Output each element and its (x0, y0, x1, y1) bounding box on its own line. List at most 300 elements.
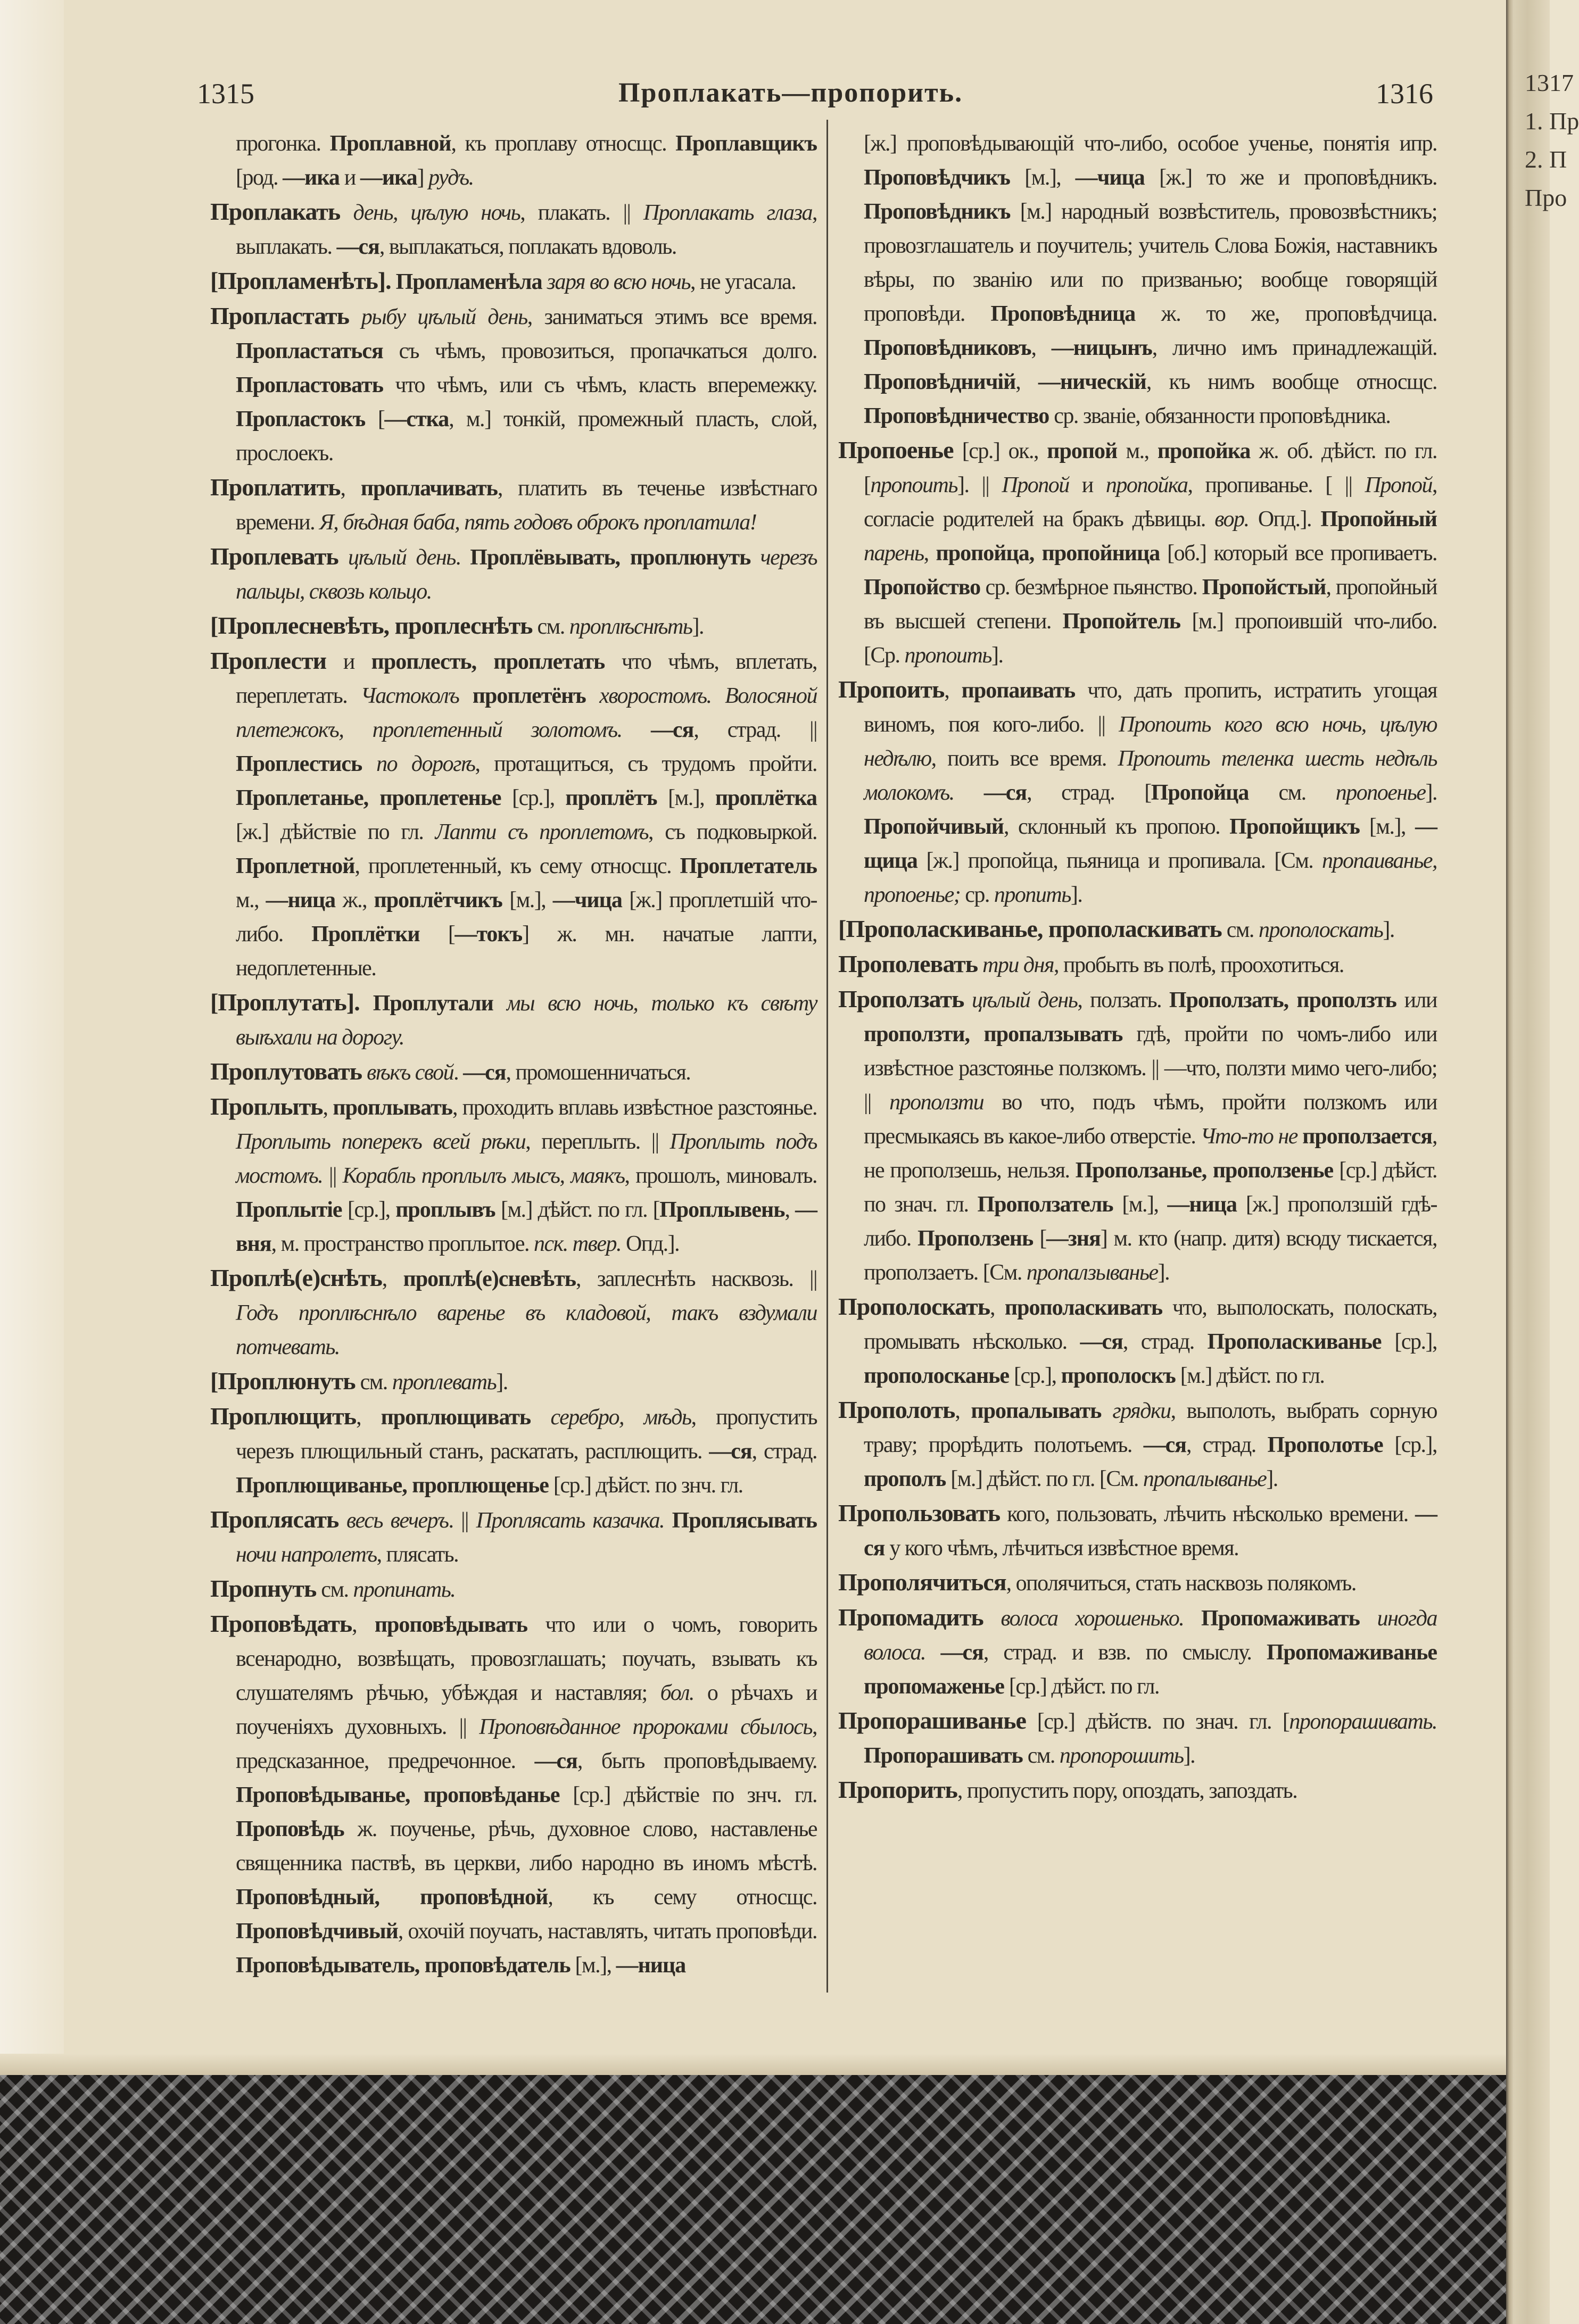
dictionary-entry (210, 1607, 817, 1982)
example-text: Проплясать казачка. (476, 1508, 664, 1533)
headword: Пропойство (864, 575, 981, 600)
definition-text: у кого чѣмъ, лѣчиться извѣстное время. (884, 1536, 1239, 1561)
definition-text: ср. безмѣрное пьянство. (980, 575, 1202, 600)
definition-text: ]. (1183, 1744, 1195, 1768)
dictionary-entry (838, 127, 1437, 433)
example-text: хворостомъ. Волосяной плетежокъ, проплетенный золотомъ. (236, 684, 817, 742)
dictionary-entry (838, 947, 1437, 982)
headword: Проползать, проползть (1169, 988, 1396, 1012)
definition-text (360, 991, 373, 1016)
next-page-fragment: 1317 (1525, 69, 1574, 96)
definition-text: Опд.]. (1249, 507, 1321, 532)
definition-text: , выполоть, выбрать сорную траву; прорѣдить полотьемъ. (864, 1399, 1437, 1457)
headword: Пропластовать (236, 373, 383, 397)
definition-text: [ж.] дѣйствіе по гл. (236, 820, 435, 844)
example-text: вор. (1214, 507, 1249, 532)
headword: Проплётки (311, 922, 420, 947)
headword: проплётъ (565, 786, 657, 810)
dictionary-entry (838, 1773, 1437, 1808)
dictionary-entry (210, 1055, 817, 1090)
definition-text: см. (532, 615, 569, 639)
definition-text: , страд. [ (1027, 781, 1151, 805)
definition-text: что или о чомъ, говорить всенародно, возвѣщать, провозглашать; поучать, взывать къ слушателямъ рѣчью, убѣждая и наставляя; (236, 1613, 817, 1705)
definition-text (493, 991, 507, 1016)
headword: Проповѣдыватель, проповѣдатель (236, 1953, 571, 1978)
example-text: Частоколъ (360, 684, 459, 708)
headword: проплётчикъ (374, 888, 502, 912)
definition-text: , страд. и взв. по смыслу. (983, 1640, 1267, 1665)
definition-text: , ползать. (1077, 988, 1169, 1012)
definition-text: , согласіе родителей на бракъ дѣвицы. (864, 473, 1437, 532)
definition-text: , къ проплаву относщс. (451, 131, 676, 156)
headword: —ся (1143, 1433, 1186, 1457)
dictionary-entry (838, 1600, 1437, 1704)
definition-text: [м.] дѣйст. по гл. [ (495, 1198, 660, 1222)
headword: Пропойчивый (864, 815, 1004, 839)
example-text: весь вечеръ (346, 1508, 449, 1533)
headword: Проплывень (659, 1198, 785, 1222)
definition-text: см. (355, 1370, 392, 1395)
headword: Пропомаживать (1201, 1606, 1360, 1631)
running-head: Проплакать—пропорить. (618, 78, 963, 108)
headword: —ика (360, 165, 417, 190)
headword: Проплестись (236, 752, 362, 776)
headword: Прополоскать (838, 1293, 990, 1320)
example-text: день, цѣлую ночь (353, 201, 520, 225)
definition-text: что, выполоскать, полоскать, промывать нѣсколько. (864, 1296, 1437, 1354)
definition-text: , промошенничаться. (506, 1060, 691, 1085)
definition-text (1184, 1606, 1201, 1631)
definition-text (586, 684, 600, 708)
definition-text: [ср.], (342, 1198, 396, 1222)
definition-text: , пробыть въ полѣ, проохотиться. (1054, 953, 1344, 977)
headword: пропаивать (961, 678, 1076, 703)
headword: Проплакать (210, 198, 341, 225)
definition-text: ср. званіе, обязанности проповѣдника. (1049, 404, 1391, 428)
headword: [Проплюнуть (210, 1367, 356, 1395)
headword: —зня (1046, 1226, 1101, 1251)
definition-text (338, 1508, 346, 1533)
headword: Проповѣдчивый (236, 1919, 398, 1944)
definition-text: , къ сему относщс. (548, 1885, 817, 1910)
definition-text (978, 953, 982, 977)
headword: —токъ (454, 922, 523, 947)
definition-text: , проплетенный, къ сему относщс. (354, 854, 680, 878)
definition-text (1360, 1606, 1377, 1631)
headword: Проползень (917, 1226, 1034, 1251)
definition-text: ]. (1158, 1260, 1170, 1285)
headword: пропойка (1157, 439, 1251, 463)
definition-text: [м.] дѣйст. по гл. [См. (946, 1467, 1143, 1491)
fabric-background (0, 2075, 1506, 2324)
definition-text: [ср.] дѣйств. по знач. гл. [ (1026, 1709, 1289, 1734)
definition-text: [м.], (1359, 815, 1415, 839)
definition-text: , поить все время. (931, 746, 1118, 771)
definition-text: съ чѣмъ, провозиться, пропачкаться долго. (383, 339, 817, 363)
definition-text: м., (1117, 439, 1158, 463)
headword: —ся (864, 1502, 1437, 1561)
headword: —ся (534, 1749, 577, 1773)
headword: —ница (616, 1953, 686, 1978)
example-text: Годъ проплѣснѣло варенье въ кладовой, такъ вздумали потчевать. (236, 1301, 817, 1359)
definition-text (664, 1508, 672, 1533)
headword: проплесть, проплетать (371, 650, 605, 674)
example-text: Проплыть поперекъ всей рѣки (236, 1130, 526, 1154)
definition-text: , страд. || (693, 718, 817, 742)
definition-text (531, 1405, 550, 1430)
headword: —ся (463, 1060, 506, 1085)
definition-text: ]. (692, 615, 704, 639)
left-column (210, 127, 817, 1982)
example-text: пропалзыванье (1026, 1260, 1158, 1285)
dictionary-entry (210, 1364, 817, 1399)
example-text: серебро, мѣдь (550, 1405, 691, 1430)
definition-text: [ж.] проползшій гдѣ-либо. (864, 1192, 1437, 1251)
example-text: ночи напролетъ (236, 1542, 377, 1567)
definition-text: м., (236, 888, 266, 912)
headword: —ся (336, 235, 379, 259)
example-text: пропоить (870, 473, 957, 497)
dictionary-entry (838, 982, 1437, 1290)
definition-text: во что, подъ чѣмъ, пройти ползкомъ или пресмыкаясь въ какое-либо отверстіе. (864, 1090, 1437, 1149)
example-text: проползти (889, 1090, 984, 1115)
headword: Проповѣдничій (864, 370, 1016, 394)
definition-text: [м.], (1010, 165, 1076, 190)
headword: Пропойный (1320, 507, 1437, 532)
headword: проповѣдывать (374, 1613, 527, 1637)
definition-text (964, 988, 972, 1012)
headword: —ница (1167, 1192, 1237, 1217)
definition-text: , м.] тонкій, промежный пласть, слой, прослоекъ. (236, 407, 817, 466)
definition-text: , (990, 1296, 1005, 1320)
definition-text: , протащиться, съ трудомъ пройти. (475, 752, 817, 776)
headword: проплющивать (381, 1405, 531, 1430)
dictionary-entry (838, 1565, 1437, 1600)
headword: прополосканье (864, 1364, 1010, 1388)
definition-text: [ср.] дѣйст. по знч. гл. (548, 1473, 743, 1498)
definition-text: ] м. кто (напр. дитя) всюду тискается, проползаетъ. [См. (864, 1226, 1437, 1285)
headword: [Проплесневѣть, проплеснѣть (210, 612, 533, 639)
definition-text: что чѣмъ, или съ чѣмъ, класть вперемежку. (383, 373, 817, 397)
headword: Проповѣдный, проповѣдной (236, 1885, 548, 1910)
definition-text: , (382, 1267, 403, 1291)
headword: Пропойщикъ (1229, 815, 1360, 839)
definition-text: , (944, 678, 962, 703)
example-text: вѣкъ свой (367, 1060, 454, 1085)
headword: Пропластать (210, 302, 349, 329)
definition-text: , (955, 1399, 971, 1423)
next-page-edge (1506, 0, 1550, 2324)
example-text: Что-то не (1200, 1124, 1297, 1149)
definition-text: ж. поученье, рѣчь, духовное слово, наставленье священника паствѣ, въ церкви, либо народно въ иномъ мѣстѣ. (236, 1817, 817, 1875)
definition-text: [ср.], (1381, 1330, 1437, 1354)
example-text: пропоенье (1335, 781, 1426, 805)
definition-text: , плакать. || (520, 201, 643, 225)
definition-text: ср. (960, 883, 994, 907)
definition-text: ]. (1383, 918, 1394, 942)
headword: Проплѣ(е)снѣть (210, 1264, 382, 1291)
definition-text: . || (448, 1508, 476, 1533)
definition-text (459, 684, 473, 708)
definition-text: , пропустить пору, опоздать, запоздать. (957, 1779, 1297, 1803)
definition-text: [ж.] проповѣдывающій что-либо, особое ученье, понятія ипр. (864, 131, 1437, 156)
dictionary-entry (838, 1290, 1437, 1393)
definition-text: , (1015, 370, 1038, 394)
definition-text: [ср.] дѣйствіе по знч. гл. (559, 1783, 817, 1807)
headword: Проповѣдыванье, проповѣданье (236, 1783, 560, 1807)
column-divider (826, 120, 828, 1993)
definition-text: [ср.], (501, 786, 566, 810)
headword: проползается (1302, 1124, 1433, 1149)
dictionary-entry (210, 540, 817, 609)
headword: Проповѣдчикъ (864, 165, 1010, 190)
headword: Проплетанье, проплетенье (236, 786, 501, 810)
definition-text: , (784, 1198, 795, 1222)
definition-text: о рѣчахъ и поученіяхъ духовныхъ. || (236, 1681, 817, 1739)
definition-text: , выплакаться, поплакать вдоволь. (379, 235, 676, 259)
definition-text: , лично имъ принадлежащій. (1152, 336, 1437, 360)
example-text: Я, бѣдная баба, пять годовъ оброкъ проплатила! (319, 510, 757, 535)
definition-text: [м.], (657, 786, 715, 810)
definition-text: ] ж. мн. начатые лапти, недоплетенные. (236, 922, 817, 981)
definition-text: ]. (991, 643, 1003, 668)
definition-text: [м.] народный возвѣститель, провозвѣстникъ; провозглашатель и поучитель; учитель Слова Божія, наставникъ вѣры, по званію или по призванью; вообще говорящій проповѣди. (864, 200, 1437, 326)
definition-text: ж., (335, 888, 374, 912)
headword: Проплёвывать, проплюнуть (470, 545, 751, 570)
definition-text (1297, 1124, 1302, 1149)
headword: Проповѣдь (236, 1817, 344, 1841)
definition-text (954, 781, 984, 805)
headword: —ика (283, 165, 340, 190)
definition-text: , прошолъ, миновалъ. (624, 1164, 817, 1188)
page-number-right: 1316 (1376, 78, 1433, 110)
definition-text: [род. (236, 165, 283, 190)
example-text: по дорогѣ (376, 752, 475, 776)
dictionary-entry (210, 264, 817, 299)
definition-text (750, 545, 760, 570)
page-margin (0, 0, 64, 2075)
definition-text: ]. || (957, 473, 1002, 497)
dictionary-entry (838, 1393, 1437, 1496)
example-text: пропалыванье (1143, 1467, 1267, 1491)
definition-text: [м.], (1113, 1192, 1168, 1217)
definition-text: , м. пространство проплытое. (271, 1232, 534, 1256)
next-page-fragment: 2. П (1525, 146, 1567, 173)
definition-text: , не угасала. (690, 270, 796, 294)
definition-text: и (326, 650, 371, 674)
headword: Прополотье (1267, 1433, 1383, 1457)
example-text: парень (864, 541, 924, 566)
headword: прополаскивать (1004, 1296, 1163, 1320)
definition-text: или (1396, 988, 1437, 1012)
headword: Проплутовать (210, 1058, 362, 1085)
definition-text: см. (1022, 1744, 1060, 1768)
headword: Проплетной (236, 854, 355, 878)
headword: Проползанье, проползенье (1075, 1158, 1334, 1183)
definition-text: [ж.] проплетшій что-либо. (236, 888, 817, 947)
headword: Проплавной (329, 131, 451, 156)
definition-text: [об.] который все пропиваетъ. (1160, 541, 1437, 566)
example-text: Проплыть подъ мостомъ. (236, 1130, 817, 1188)
headword: Проповѣдница (990, 302, 1136, 326)
dictionary-entry (210, 1572, 817, 1607)
definition-text: [ср.] ок., (953, 439, 1047, 463)
definition-text (925, 1640, 941, 1665)
example-text: пропорошить (1059, 1744, 1184, 1768)
example-text: цѣлый день (972, 988, 1078, 1012)
headword: Пропластаться (236, 339, 383, 363)
definition-text: [м.], (502, 888, 553, 912)
example-text: рудъ. (428, 165, 474, 190)
headword: Проплавщикъ (675, 131, 817, 156)
definition-text (338, 545, 348, 570)
example-text: пск. твер. (533, 1232, 621, 1256)
definition-text: что, дать пропить, истратить угощая виномъ, поя кого-либо. || (864, 678, 1437, 737)
headword: проплетёнъ (472, 684, 586, 708)
definition-text: , пропустить черезъ плющильный станъ, раскатать, расплющить. (236, 1405, 817, 1464)
example-text: Пропоить кого всю ночь, цѣлую недѣлю (864, 712, 1437, 771)
headword: Проплытіе (236, 1198, 342, 1222)
example-text: Пропоить теленка шесть недѣль молокомъ. (864, 746, 1437, 805)
dictionary-entry (838, 1496, 1437, 1565)
definition-text: [м.], (570, 1953, 616, 1978)
headword: Проползатель (977, 1192, 1113, 1217)
definition-text: , склонный къ пропою. (1003, 815, 1230, 839)
headword: Проплутали (373, 991, 493, 1016)
example-text: три дня (982, 953, 1054, 977)
definition-text (542, 270, 547, 294)
example-text: пропоить (904, 643, 991, 668)
headword: проплётка (715, 786, 817, 810)
definition-text: , ополячиться, стать насквозь полякомъ. (1006, 1571, 1356, 1596)
headword: Проползать (838, 985, 964, 1012)
next-page-fragment: 1. Пр (1525, 107, 1579, 135)
headword: проплѣ(е)сневѣть (403, 1267, 576, 1291)
example-text: рыбу цѣлый день (361, 305, 527, 329)
headword: прополоскъ (1061, 1364, 1176, 1388)
dictionary-entry (210, 609, 817, 644)
definition-text: , страд. (1122, 1330, 1208, 1354)
headword: Проплясывать (672, 1508, 817, 1533)
definition-text: гдѣ, пройти по чомъ-либо или извѣстное разстоянье ползкомъ. || —что, ползти мимо чего-либо; || (864, 1022, 1437, 1115)
example-text: заря во всю ночь (547, 270, 690, 294)
headword: пропой (1047, 439, 1118, 463)
headword: Проповѣдникъ (864, 200, 1011, 224)
dictionary-entry (210, 1503, 817, 1572)
definition-text: , пропойный въ высшей степени. (864, 575, 1437, 634)
headword: Проплющить (210, 1402, 357, 1430)
definition-text: , охочій поучать, наставлять, читать проповѣди. (398, 1919, 817, 1944)
definition-text: [ср.], (1009, 1364, 1061, 1388)
definition-text: . (455, 545, 470, 570)
dictionary-entry (210, 985, 817, 1055)
definition-text: и (1069, 473, 1106, 497)
definition-text: см. (316, 1578, 353, 1602)
headword: Пропорашивать (864, 1744, 1023, 1768)
definition-text: , страд. (751, 1439, 817, 1464)
dictionary-entry (838, 912, 1437, 947)
example-text: Проповѣданное пророками сбылось (479, 1715, 812, 1739)
headword: Проповѣдать (210, 1610, 352, 1637)
definition-text: , страд. (1186, 1433, 1268, 1457)
headword: —ся (940, 1640, 983, 1665)
headword: пропойца, пропойница (936, 541, 1160, 566)
definition-text: [м.] пропоившій что-либо. [Ср. (864, 609, 1437, 668)
headword: [Пропламенѣть]. (210, 267, 391, 294)
example-text: пропорашивать. (1289, 1709, 1437, 1734)
example-text: пропить (994, 883, 1071, 907)
headword: —ническій (1038, 370, 1146, 394)
headword: Пропомаживанье пропомаженье (864, 1640, 1437, 1699)
headword: Прополевать (838, 950, 978, 977)
right-column (838, 127, 1437, 1808)
definition-text: , проходить вплавь извѣстное разстоянье. (452, 1095, 817, 1120)
example-text: мы всю ночь, только къ свѣту выѣхали на дорогу. (236, 991, 817, 1050)
definition-text: , быть проповѣдываему. (577, 1749, 817, 1773)
definition-text: , (340, 476, 361, 501)
definition-text: , плясать. (376, 1542, 459, 1567)
definition-text (983, 1606, 1001, 1631)
definition-text (362, 1060, 367, 1085)
definition-text: [ср.], (1383, 1433, 1437, 1457)
example-text: бол. (660, 1681, 694, 1705)
definition-text: || (323, 1164, 343, 1188)
definition-text (362, 752, 376, 776)
definition-text: ]. (1070, 883, 1082, 907)
definition-text: [ (1033, 1226, 1046, 1251)
definition-text: , заниматься этимъ все время. (527, 305, 817, 329)
headword: [Проплутать]. (210, 989, 360, 1016)
definition-text: и (339, 165, 360, 190)
headword: Проплыть (210, 1093, 323, 1120)
headword: Пропомадить (838, 1604, 983, 1631)
dictionary-entry (838, 673, 1437, 912)
definition-text: [ (365, 407, 385, 431)
headword: —ся (1080, 1330, 1123, 1354)
example-text: пропинать. (353, 1578, 456, 1602)
headword: —вня (236, 1198, 817, 1256)
headword: Пропоенье (838, 436, 954, 463)
dictionary-entry (838, 1704, 1437, 1773)
headword: Пропойстый (1202, 575, 1326, 600)
definition-text (1101, 1399, 1112, 1423)
definition-text: кого, пользовать, лѣчить нѣсколько времени. (1000, 1502, 1415, 1526)
headword: —щица (864, 815, 1437, 873)
dictionary-entry (210, 127, 817, 195)
definition-text: , (1031, 336, 1052, 360)
headword: Пропользовать (838, 1499, 1001, 1526)
example-text: Пропой (1365, 473, 1432, 497)
dictionary-entry (210, 1261, 817, 1364)
definition-text: , не проползешь, нельзя. (864, 1124, 1437, 1183)
definition-text: ж. то же, проповѣдчица. (1135, 302, 1437, 326)
definition-text: см. (1221, 918, 1259, 942)
headword: Пропорить (838, 1776, 957, 1803)
headword: проплывать (333, 1095, 452, 1120)
definition-text: , (323, 1095, 333, 1120)
definition-text: см. (1249, 781, 1336, 805)
definition-text: [ср.] дѣйст. по знач. гл. (864, 1158, 1437, 1217)
definition-text: что чѣмъ, вплетать, переплетать. (236, 650, 817, 708)
definition-text: прогонка. (236, 131, 330, 156)
headword: Проповѣдниковъ (864, 336, 1031, 360)
definition-text: ж. об. дѣйст. по гл. [ (864, 439, 1437, 497)
dictionary-entry (210, 470, 817, 540)
definition-text: ] (417, 165, 429, 190)
definition-text: , платить въ теченье извѣстнаго времени. (236, 476, 817, 535)
dictionary-entry (210, 299, 817, 470)
headword: проплачивать (360, 476, 498, 501)
